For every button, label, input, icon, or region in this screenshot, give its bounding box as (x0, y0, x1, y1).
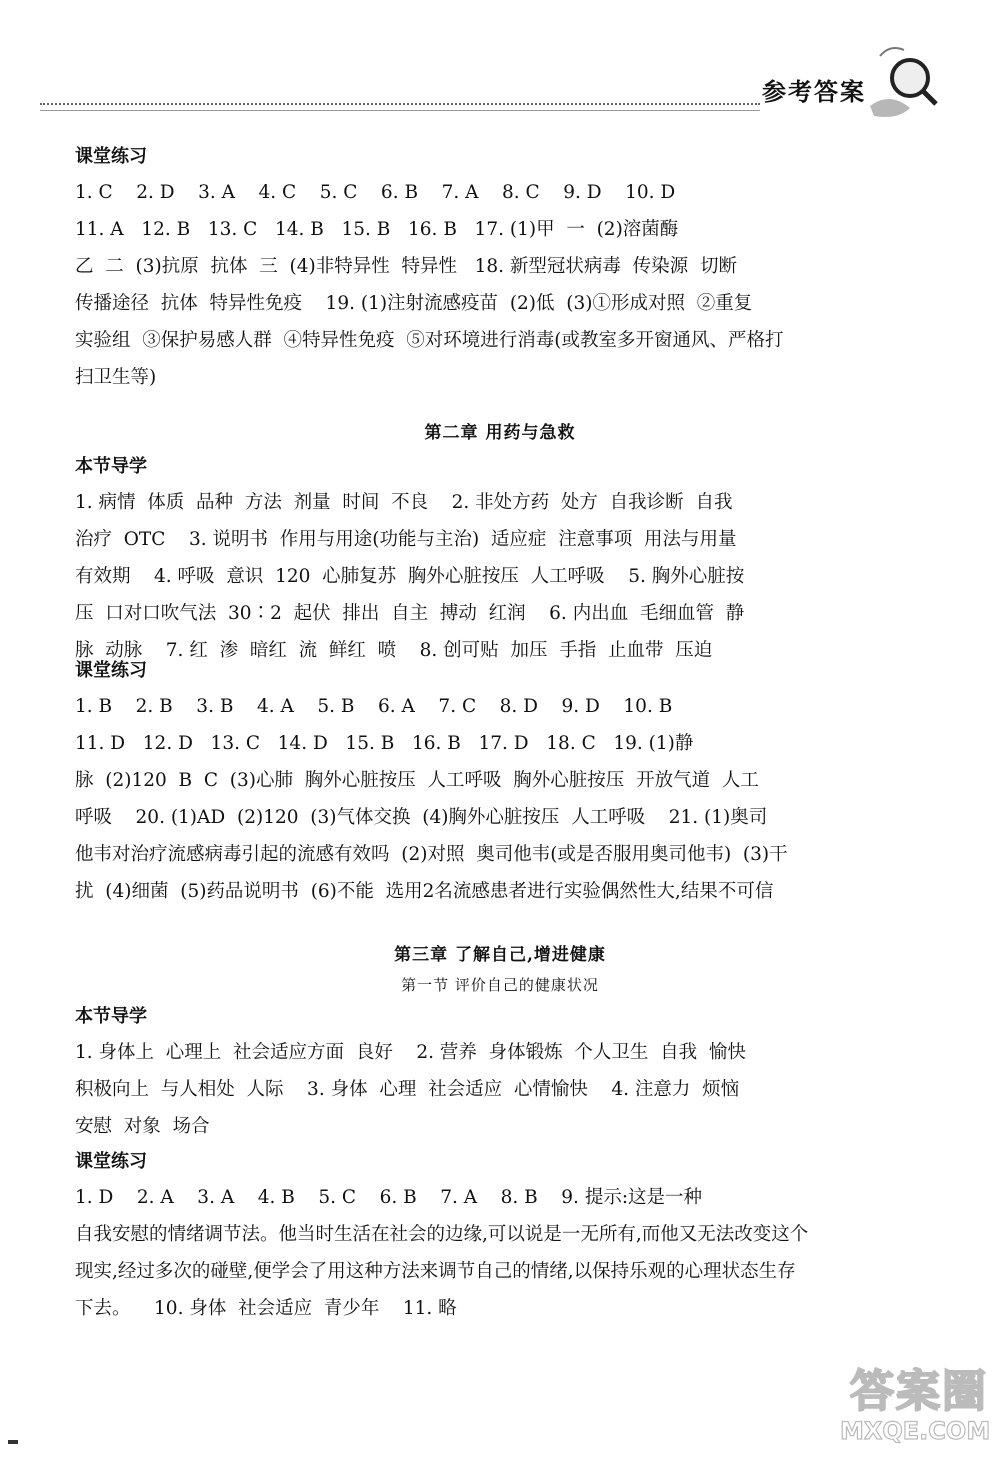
header-rule-thin (40, 110, 760, 111)
answer-line: 有效期 4. 呼吸 意识 120 心肺复苏 胸外心脏按压 人工呼吸 5. 胸外心脏按 (75, 566, 745, 587)
chapter-title: 第二章 用药与急救 (424, 423, 576, 443)
practice-section-2 (75, 654, 910, 910)
answer-line: 乙 二 (3)抗原 抗体 三 (4)非特异性 特异性 18. 新型冠状病毒 传染源 切断 (75, 256, 737, 277)
chapter-title: 第三章 了解自己,增进健康 (394, 945, 606, 965)
answer-line: 扰 (4)细菌 (5)药品说明书 (6)不能 选用2名流感患者进行实验偶然性大,结果不可信 (75, 881, 774, 902)
answer-line: 1. B 2. B 3. B 4. A 5. B 6. A 7. C 8. D 9. D 10. B (75, 696, 673, 717)
answer-line: 治疗 OTC 3. 说明书 作用与用途(功能与主治) 适应症 注意事项 用法与用量 (75, 529, 737, 550)
answer-line: 压 口对口吹气法 30∶2 起伏 排出 自主 搏动 红润 6. 内出血 毛细血管 静 (75, 603, 745, 624)
section-heading: 本节导学 (75, 1006, 147, 1027)
guide-section-3 (75, 1000, 910, 1145)
section-heading: 本节导学 (75, 456, 147, 477)
answer-line: 1. 病情 体质 品种 方法 剂量 时间 不良 2. 非处方药 处方 自我诊断 自我 (75, 492, 733, 513)
answer-line: 下去。 10. 身体 社会适应 青少年 11. 略 (75, 1298, 457, 1319)
answer-line: 脉 (2)120 B C (3)心肺 胸外心脏按压 人工呼吸 胸外心脏按压 开放气道 人工 (75, 770, 759, 791)
answer-line: 他韦对治疗流感病毒引起的流感有效吗 (2)对照 奥司他韦(或是否服用奥司他韦) (3)干 (75, 844, 788, 865)
answer-line: 脉 动脉 7. 红 渗 暗红 流 鲜红 喷 8. 创可贴 加压 手指 止血带 压迫 (75, 640, 713, 661)
section-title: 第一节 评价自己的健康状况 (401, 976, 599, 994)
watermark-logo: 答案圈 (850, 1366, 988, 1417)
practice-section-1 (75, 140, 910, 396)
practice-section-3 (75, 1145, 910, 1327)
answer-line: 自我安慰的情绪调节法。他当时生活在社会的边缘,可以说是一无所有,而他又无法改变这个 (75, 1224, 809, 1245)
answer-line: 安慰 对象 场合 (75, 1116, 210, 1137)
page-header (0, 0, 1000, 140)
answer-line: 积极向上 与人相处 人际 3. 身体 心理 社会适应 心情愉快 4. 注意力 烦恼 (75, 1079, 740, 1100)
header-title: 参考答案 (762, 77, 866, 106)
guide-section-2 (75, 450, 910, 669)
answer-line: 实验组 ③保护易感人群 ④特异性免疫 ⑤对环境进行消毒(或教室多开窗通风、严格打 (75, 330, 784, 351)
section-heading: 课堂练习 (75, 146, 147, 167)
section-heading: 课堂练习 (75, 660, 147, 681)
answer-line: 扫卫生等) (75, 367, 157, 388)
corner-mark (8, 1440, 18, 1444)
answer-line: 传播途径 抗体 特异性免疫 19. (1)注射流感疫苗 (2)低 (3)①形成对照 ②重复 (75, 293, 753, 314)
answer-line: 1. C 2. D 3. A 4. C 5. C 6. B 7. A 8. C 9. D 10. D (75, 182, 676, 203)
answer-line: 11. D 12. D 13. C 14. D 15. B 16. B 17. D 18. C 19. (1)静 (75, 733, 694, 754)
watermark (810, 1355, 990, 1455)
magnifier-icon (860, 36, 940, 126)
answer-line: 1. D 2. A 3. A 4. B 5. C 6. B 7. A 8. B 9. 提示:这是一种 (75, 1187, 703, 1208)
section-heading: 课堂练习 (75, 1151, 147, 1172)
answer-line: 1. 身体上 心理上 社会适应方面 良好 2. 营养 身体锻炼 个人卫生 自我 愉快 (75, 1042, 746, 1063)
watermark-site: MXQE.COM (840, 1417, 991, 1445)
answer-line: 11. A 12. B 13. C 14. B 15. B 16. B 17. (1)甲 一 (2)溶菌酶 (75, 219, 679, 240)
answer-line: 呼吸 20. (1)AD (2)120 (3)气体交换 (4)胸外心脏按压 人工呼吸 21. (1)奥司 (75, 807, 768, 828)
answer-line: 现实,经过多次的碰壁,便学会了用这种方法来调节自己的情绪,以保持乐观的心理状态生存 (75, 1261, 796, 1282)
header-rule (40, 103, 760, 105)
